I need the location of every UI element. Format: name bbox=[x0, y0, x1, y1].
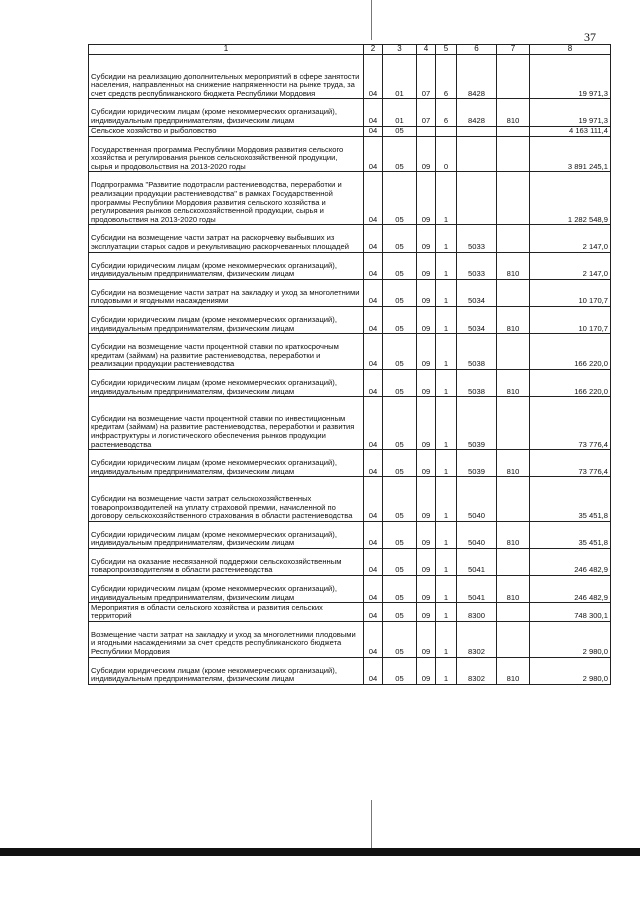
table-row bbox=[89, 450, 611, 477]
section-code: 04 bbox=[364, 397, 383, 450]
expense-type-code bbox=[497, 55, 530, 99]
row-description: Субсидии юридическим лицам (кроме некоммерческих организаций), индивидуальным предпринимателям, физическим лицам bbox=[89, 576, 364, 603]
expense-type-code bbox=[497, 126, 530, 136]
expense-type-code bbox=[497, 172, 530, 225]
amount: 166 220,0 bbox=[530, 369, 611, 396]
section-code: 04 bbox=[364, 548, 383, 575]
amount: 2 147,0 bbox=[530, 225, 611, 252]
subsection-code: 05 bbox=[383, 521, 417, 548]
amount: 19 971,3 bbox=[530, 99, 611, 126]
table-row bbox=[89, 334, 611, 370]
target-code: 8428 bbox=[457, 99, 497, 126]
section-code: 04 bbox=[364, 334, 383, 370]
subprogram-code: 1 bbox=[436, 306, 457, 333]
amount: 748 300,1 bbox=[530, 603, 611, 622]
program-code: 07 bbox=[417, 99, 436, 126]
subsection-code: 05 bbox=[383, 279, 417, 306]
expense-type-code bbox=[497, 397, 530, 450]
amount: 4 163 111,4 bbox=[530, 126, 611, 136]
amount: 19 971,3 bbox=[530, 55, 611, 99]
subprogram-code: 1 bbox=[436, 397, 457, 450]
target-code: 5041 bbox=[457, 548, 497, 575]
expense-type-code bbox=[497, 136, 530, 172]
column-header: 6 bbox=[457, 45, 497, 55]
row-description: Субсидии юридическим лицам (кроме некоммерческих организаций), индивидуальным предпринимателям, физическим лицам bbox=[89, 306, 364, 333]
program-code: 09 bbox=[417, 548, 436, 575]
program-code: 07 bbox=[417, 55, 436, 99]
subsection-code: 05 bbox=[383, 369, 417, 396]
subsection-code: 05 bbox=[383, 603, 417, 622]
subsection-code: 05 bbox=[383, 172, 417, 225]
subprogram-code: 1 bbox=[436, 657, 457, 684]
target-code: 5038 bbox=[457, 369, 497, 396]
row-description: Субсидии на возмещение части затрат на раскорчевку выбывших из эксплуатации старых садов и рекультивацию раскорчеванных площадей bbox=[89, 225, 364, 252]
section-code: 04 bbox=[364, 136, 383, 172]
table-row bbox=[89, 397, 611, 450]
table-row bbox=[89, 369, 611, 396]
row-description: Субсидии юридическим лицам (кроме некоммерческих организаций), индивидуальным предпринимателям, физическим лицам bbox=[89, 657, 364, 684]
column-header: 5 bbox=[436, 45, 457, 55]
amount: 246 482,9 bbox=[530, 576, 611, 603]
amount: 35 451,8 bbox=[530, 477, 611, 521]
table-header-row bbox=[89, 45, 611, 55]
amount: 73 776,4 bbox=[530, 450, 611, 477]
subsection-code: 05 bbox=[383, 576, 417, 603]
expense-type-code: 810 bbox=[497, 576, 530, 603]
subsection-code: 05 bbox=[383, 450, 417, 477]
program-code: 09 bbox=[417, 369, 436, 396]
row-description: Сельское хозяйство и рыболовство bbox=[89, 126, 364, 136]
amount: 10 170,7 bbox=[530, 279, 611, 306]
subprogram-code: 1 bbox=[436, 521, 457, 548]
program-code bbox=[417, 126, 436, 136]
program-code: 09 bbox=[417, 576, 436, 603]
section-code: 04 bbox=[364, 99, 383, 126]
expense-type-code bbox=[497, 225, 530, 252]
expense-type-code: 810 bbox=[497, 306, 530, 333]
column-header: 8 bbox=[530, 45, 611, 55]
subsection-code: 01 bbox=[383, 55, 417, 99]
section-code: 04 bbox=[364, 252, 383, 279]
row-description: Субсидии юридическим лицам (кроме некоммерческих организаций), индивидуальным предпринимателям, физическим лицам bbox=[89, 450, 364, 477]
subprogram-code: 1 bbox=[436, 172, 457, 225]
subsection-code: 05 bbox=[383, 252, 417, 279]
row-description: Возмещение части затрат на закладку и уход за многолетними плодовыми и ягодными насаждениями за счет средств республиканского бюджета Республики Мордовия bbox=[89, 621, 364, 657]
expense-type-code: 810 bbox=[497, 369, 530, 396]
table-row bbox=[89, 621, 611, 657]
row-description: Субсидии на возмещение части процентной ставки по краткосрочным кредитам (займам) на развитие растениеводства, переработки и реализации продукции растениеводства bbox=[89, 334, 364, 370]
amount: 35 451,8 bbox=[530, 521, 611, 548]
row-description: Субсидии на оказание несвязанной поддержки сельскохозяйственным товаропроизводителям в области растениеводства bbox=[89, 548, 364, 575]
section-code: 04 bbox=[364, 477, 383, 521]
subprogram-code: 6 bbox=[436, 55, 457, 99]
amount: 73 776,4 bbox=[530, 397, 611, 450]
column-header: 4 bbox=[417, 45, 436, 55]
subprogram-code: 0 bbox=[436, 136, 457, 172]
subprogram-code: 1 bbox=[436, 621, 457, 657]
expense-type-code bbox=[497, 621, 530, 657]
section-code: 04 bbox=[364, 450, 383, 477]
expense-type-code: 810 bbox=[497, 99, 530, 126]
scan-artifact bbox=[371, 0, 372, 40]
amount: 2 980,0 bbox=[530, 657, 611, 684]
target-code bbox=[457, 136, 497, 172]
subprogram-code bbox=[436, 126, 457, 136]
section-code: 04 bbox=[364, 369, 383, 396]
subprogram-code: 1 bbox=[436, 279, 457, 306]
expense-type-code bbox=[497, 334, 530, 370]
column-header: 3 bbox=[383, 45, 417, 55]
amount: 166 220,0 bbox=[530, 334, 611, 370]
subsection-code: 05 bbox=[383, 397, 417, 450]
section-code: 04 bbox=[364, 576, 383, 603]
target-code: 5039 bbox=[457, 397, 497, 450]
section-code: 04 bbox=[364, 279, 383, 306]
table-row bbox=[89, 252, 611, 279]
section-code: 04 bbox=[364, 306, 383, 333]
subsection-code: 05 bbox=[383, 306, 417, 333]
amount: 10 170,7 bbox=[530, 306, 611, 333]
row-description: Субсидии юридическим лицам (кроме некоммерческих организаций), индивидуальным предпринимателям, физическим лицам bbox=[89, 521, 364, 548]
program-code: 09 bbox=[417, 136, 436, 172]
subprogram-code: 1 bbox=[436, 369, 457, 396]
program-code: 09 bbox=[417, 225, 436, 252]
target-code: 5034 bbox=[457, 279, 497, 306]
program-code: 09 bbox=[417, 477, 436, 521]
expense-type-code bbox=[497, 477, 530, 521]
subsection-code: 05 bbox=[383, 225, 417, 252]
subsection-code: 05 bbox=[383, 477, 417, 521]
program-code: 09 bbox=[417, 657, 436, 684]
target-code: 8302 bbox=[457, 621, 497, 657]
row-description: Субсидии на возмещение части затрат на закладку и уход за многолетними плодовыми и ягодными насаждениями bbox=[89, 279, 364, 306]
target-code: 5033 bbox=[457, 252, 497, 279]
page-number: 37 bbox=[584, 30, 596, 44]
amount: 246 482,9 bbox=[530, 548, 611, 575]
target-code bbox=[457, 172, 497, 225]
subsection-code: 05 bbox=[383, 334, 417, 370]
subprogram-code: 6 bbox=[436, 99, 457, 126]
amount: 3 891 245,1 bbox=[530, 136, 611, 172]
table-row bbox=[89, 55, 611, 99]
subsection-code: 05 bbox=[383, 657, 417, 684]
table-row bbox=[89, 521, 611, 548]
subprogram-code: 1 bbox=[436, 576, 457, 603]
target-code: 8428 bbox=[457, 55, 497, 99]
table-row bbox=[89, 576, 611, 603]
program-code: 09 bbox=[417, 621, 436, 657]
scan-artifact bbox=[371, 800, 372, 848]
section-code: 04 bbox=[364, 55, 383, 99]
expense-type-code bbox=[497, 548, 530, 575]
subsection-code: 05 bbox=[383, 621, 417, 657]
subprogram-code: 1 bbox=[436, 450, 457, 477]
target-code: 8302 bbox=[457, 657, 497, 684]
row-description: Субсидии на возмещение части затрат сельскохозяйственных товаропроизводителей на уплату страховой премии, начисленной по договору сельскохозяйственного страхования в области растениеводства bbox=[89, 477, 364, 521]
row-description: Государственная программа Республики Мордовия развития сельского хозяйства и регулирования рынков сельскохозяйственной продукции, сырья и продовольствия на 2013-2020 годы bbox=[89, 136, 364, 172]
subprogram-code: 1 bbox=[436, 603, 457, 622]
program-code: 09 bbox=[417, 279, 436, 306]
target-code: 5038 bbox=[457, 334, 497, 370]
expense-type-code: 810 bbox=[497, 521, 530, 548]
table-row bbox=[89, 657, 611, 684]
table-row bbox=[89, 306, 611, 333]
row-description: Субсидии юридическим лицам (кроме некоммерческих организаций), индивидуальным предпринимателям, физическим лицам bbox=[89, 99, 364, 126]
row-description: Субсидии юридическим лицам (кроме некоммерческих организаций), индивидуальным предпринимателям, физическим лицам bbox=[89, 252, 364, 279]
subprogram-code: 1 bbox=[436, 225, 457, 252]
section-code: 04 bbox=[364, 603, 383, 622]
program-code: 09 bbox=[417, 334, 436, 370]
subprogram-code: 1 bbox=[436, 334, 457, 370]
expense-type-code: 810 bbox=[497, 450, 530, 477]
row-description: Мероприятия в области сельского хозяйства и развития сельских территорий bbox=[89, 603, 364, 622]
subsection-code: 05 bbox=[383, 126, 417, 136]
table-row bbox=[89, 126, 611, 136]
row-description: Субсидии на реализацию дополнительных мероприятий в сфере занятости населения, направленных на снижение напряженности на рынке труда, за счет средств республиканского бюджета Республики Мордовия bbox=[89, 55, 364, 99]
table-row bbox=[89, 99, 611, 126]
expense-type-code: 810 bbox=[497, 657, 530, 684]
target-code bbox=[457, 126, 497, 136]
table-row bbox=[89, 548, 611, 575]
budget-table bbox=[88, 44, 611, 685]
program-code: 09 bbox=[417, 306, 436, 333]
amount: 2 980,0 bbox=[530, 621, 611, 657]
target-code: 5041 bbox=[457, 576, 497, 603]
program-code: 09 bbox=[417, 603, 436, 622]
program-code: 09 bbox=[417, 397, 436, 450]
section-code: 04 bbox=[364, 521, 383, 548]
table-row bbox=[89, 279, 611, 306]
row-description: Подпрограмма "Развитие подотрасли растениеводства, переработки и реализации продукции растениеводства" в рамках Государственной программы Республики Мордовия развития сельского хозяйства и регулирования рынков сельскохозяйственной продукции, сырья и продовольствия на 2013-2020 годы bbox=[89, 172, 364, 225]
row-description: Субсидии на возмещение части процентной ставки по инвестиционным кредитам (займам) на развитие растениеводства, переработки и развития инфраструктуры и логистического обеспечения рынков продукции растениеводства bbox=[89, 397, 364, 450]
subsection-code: 05 bbox=[383, 136, 417, 172]
target-code: 5034 bbox=[457, 306, 497, 333]
column-header: 1 bbox=[89, 45, 364, 55]
program-code: 09 bbox=[417, 450, 436, 477]
table-row bbox=[89, 477, 611, 521]
column-header: 7 bbox=[497, 45, 530, 55]
subsection-code: 05 bbox=[383, 548, 417, 575]
program-code: 09 bbox=[417, 521, 436, 548]
section-code: 04 bbox=[364, 225, 383, 252]
program-code: 09 bbox=[417, 172, 436, 225]
section-code: 04 bbox=[364, 621, 383, 657]
table-row bbox=[89, 172, 611, 225]
subprogram-code: 1 bbox=[436, 548, 457, 575]
subsection-code: 01 bbox=[383, 99, 417, 126]
scan-edge-bar bbox=[0, 848, 640, 856]
subprogram-code: 1 bbox=[436, 252, 457, 279]
table-row bbox=[89, 225, 611, 252]
table-body bbox=[89, 55, 611, 685]
target-code: 5039 bbox=[457, 450, 497, 477]
table-row bbox=[89, 603, 611, 622]
amount: 2 147,0 bbox=[530, 252, 611, 279]
subprogram-code: 1 bbox=[436, 477, 457, 521]
expense-type-code: 810 bbox=[497, 252, 530, 279]
table-row bbox=[89, 136, 611, 172]
target-code: 5040 bbox=[457, 477, 497, 521]
expense-type-code bbox=[497, 603, 530, 622]
expense-type-code bbox=[497, 279, 530, 306]
target-code: 5033 bbox=[457, 225, 497, 252]
section-code: 04 bbox=[364, 172, 383, 225]
section-code: 04 bbox=[364, 126, 383, 136]
column-header: 2 bbox=[364, 45, 383, 55]
program-code: 09 bbox=[417, 252, 436, 279]
amount: 1 282 548,9 bbox=[530, 172, 611, 225]
row-description: Субсидии юридическим лицам (кроме некоммерческих организаций), индивидуальным предпринимателям, физическим лицам bbox=[89, 369, 364, 396]
section-code: 04 bbox=[364, 657, 383, 684]
target-code: 5040 bbox=[457, 521, 497, 548]
target-code: 8300 bbox=[457, 603, 497, 622]
